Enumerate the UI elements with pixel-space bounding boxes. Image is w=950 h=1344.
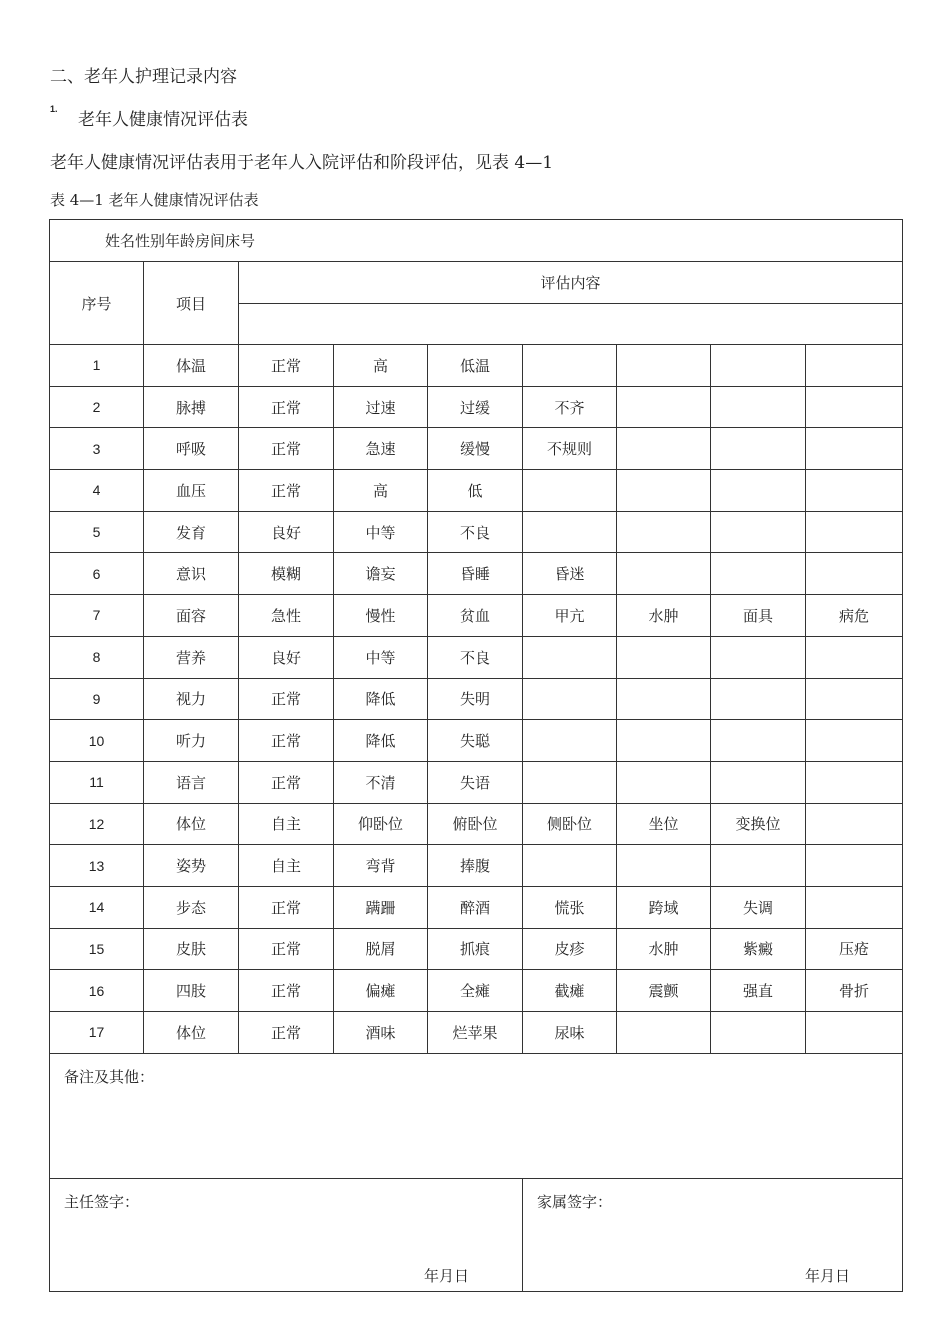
row-number: 10 <box>50 720 144 762</box>
assessment-option[interactable]: 病危 <box>806 595 903 637</box>
family-sign-date: 年月日 <box>805 1266 851 1285</box>
row-number: 6 <box>50 553 144 595</box>
row-item: 步态 <box>144 886 239 928</box>
assessment-option[interactable]: 自主 <box>239 845 334 887</box>
assessment-option[interactable]: 低 <box>428 470 523 512</box>
assessment-option[interactable]: 皮疹 <box>523 928 617 970</box>
assessment-option[interactable]: 过速 <box>334 386 428 428</box>
assessment-option[interactable] <box>711 470 806 512</box>
assessment-option[interactable]: 不良 <box>428 511 523 553</box>
assessment-option[interactable] <box>806 470 903 512</box>
table-row <box>50 428 903 470</box>
row-number: 11 <box>50 761 144 803</box>
row-number: 17 <box>50 1012 144 1054</box>
assessment-option[interactable]: 全瘫 <box>428 970 523 1012</box>
table-row <box>50 636 903 678</box>
director-signature-field[interactable] <box>50 1178 523 1291</box>
assessment-option[interactable]: 中等 <box>334 511 428 553</box>
assessment-option[interactable]: 贫血 <box>428 595 523 637</box>
row-number: 16 <box>50 970 144 1012</box>
assessment-option[interactable] <box>617 845 711 887</box>
assessment-option[interactable] <box>617 678 711 720</box>
row-item: 语言 <box>144 761 239 803</box>
assessment-option[interactable] <box>806 845 903 887</box>
row-item: 营养 <box>144 636 239 678</box>
assessment-option[interactable]: 烂苹果 <box>428 1012 523 1054</box>
assessment-option[interactable] <box>523 345 617 387</box>
row-item: 意识 <box>144 553 239 595</box>
assessment-option[interactable] <box>523 845 617 887</box>
assessment-option[interactable]: 中等 <box>334 636 428 678</box>
assessment-option[interactable]: 跨域 <box>617 886 711 928</box>
director-sign-date: 年月日 <box>424 1266 470 1285</box>
family-sign-label: 家属签字： <box>537 1192 613 1211</box>
assessment-option[interactable]: 正常 <box>239 386 334 428</box>
row-item: 听力 <box>144 720 239 762</box>
row-item: 脉搏 <box>144 386 239 428</box>
assessment-option[interactable]: 不规则 <box>523 428 617 470</box>
assessment-option[interactable]: 降低 <box>334 678 428 720</box>
assessment-option[interactable]: 醉酒 <box>428 886 523 928</box>
assessment-option[interactable]: 高 <box>334 470 428 512</box>
assessment-option[interactable] <box>806 553 903 595</box>
subheading-title: 老年人健康情况评估表 <box>78 110 248 130</box>
assessment-option[interactable]: 紫癜 <box>711 928 806 970</box>
table-row <box>50 720 903 762</box>
row-number: 14 <box>50 886 144 928</box>
header-seq: 序号 <box>50 262 144 345</box>
assessment-option[interactable]: 良好 <box>239 511 334 553</box>
assessment-option[interactable] <box>523 720 617 762</box>
assessment-option[interactable]: 昏迷 <box>523 553 617 595</box>
family-signature-field[interactable] <box>523 1178 903 1291</box>
assessment-option[interactable]: 蹒跚 <box>334 886 428 928</box>
assessment-option[interactable] <box>523 761 617 803</box>
notes-label: 备注及其他： <box>64 1067 155 1086</box>
assessment-option[interactable]: 骨折 <box>806 970 903 1012</box>
assessment-option[interactable]: 捧腹 <box>428 845 523 887</box>
assessment-option[interactable]: 偏瘫 <box>334 970 428 1012</box>
assessment-option[interactable]: 失明 <box>428 678 523 720</box>
row-number: 7 <box>50 595 144 637</box>
assessment-option[interactable]: 慢性 <box>334 595 428 637</box>
row-item: 体温 <box>144 345 239 387</box>
table-row <box>50 1012 903 1054</box>
subheading-number: 1. <box>50 104 58 114</box>
table-row <box>50 595 903 637</box>
table-row <box>50 553 903 595</box>
row-item: 面容 <box>144 595 239 637</box>
assessment-option[interactable]: 正常 <box>239 970 334 1012</box>
assessment-option[interactable] <box>617 636 711 678</box>
table-row <box>50 970 903 1012</box>
assessment-option[interactable] <box>617 428 711 470</box>
assessment-option[interactable] <box>523 470 617 512</box>
assessment-option[interactable] <box>617 720 711 762</box>
assessment-option[interactable] <box>523 511 617 553</box>
assessment-option[interactable] <box>806 761 903 803</box>
assessment-option[interactable]: 模糊 <box>239 553 334 595</box>
assessment-option[interactable]: 高 <box>334 345 428 387</box>
row-item: 发育 <box>144 511 239 553</box>
assessment-option[interactable] <box>806 345 903 387</box>
assessment-option[interactable] <box>806 678 903 720</box>
assessment-option[interactable] <box>711 386 806 428</box>
table-row <box>50 761 903 803</box>
assessment-option[interactable]: 甲亢 <box>523 595 617 637</box>
assessment-option[interactable] <box>617 470 711 512</box>
assessment-option[interactable]: 急性 <box>239 595 334 637</box>
row-number: 1 <box>50 345 144 387</box>
assessment-option[interactable]: 不齐 <box>523 386 617 428</box>
assessment-option[interactable] <box>711 345 806 387</box>
assessment-option[interactable]: 不清 <box>334 761 428 803</box>
assessment-option[interactable]: 水肿 <box>617 928 711 970</box>
assessment-option[interactable]: 不良 <box>428 636 523 678</box>
assessment-option[interactable] <box>806 386 903 428</box>
table-row <box>50 386 903 428</box>
table-caption: 表 4—1 老年人健康情况评估表 <box>50 191 259 209</box>
assessment-option[interactable]: 降低 <box>334 720 428 762</box>
assessment-option[interactable]: 失聪 <box>428 720 523 762</box>
assessment-option[interactable]: 正常 <box>239 678 334 720</box>
assessment-option[interactable]: 仰卧位 <box>334 803 428 845</box>
row-item: 体位 <box>144 1012 239 1054</box>
assessment-option[interactable] <box>711 1012 806 1054</box>
assessment-option[interactable]: 慌张 <box>523 886 617 928</box>
assessment-option[interactable] <box>806 428 903 470</box>
assessment-option[interactable]: 谵妄 <box>334 553 428 595</box>
assessment-option[interactable]: 正常 <box>239 886 334 928</box>
intro-paragraph: 老年人健康情况评估表用于老年人入院评估和阶段评估，见表 4—1 <box>50 153 554 173</box>
assessment-option[interactable] <box>711 428 806 470</box>
table-row <box>50 845 903 887</box>
assessment-option[interactable] <box>711 678 806 720</box>
assessment-option[interactable]: 缓慢 <box>428 428 523 470</box>
table-row <box>50 928 903 970</box>
assessment-option[interactable]: 脱屑 <box>334 928 428 970</box>
row-number: 12 <box>50 803 144 845</box>
assessment-option[interactable]: 水肿 <box>617 595 711 637</box>
table-row <box>50 345 903 387</box>
assessment-option[interactable]: 坐位 <box>617 803 711 845</box>
assessment-option[interactable]: 失调 <box>711 886 806 928</box>
assessment-option[interactable] <box>523 678 617 720</box>
assessment-option[interactable] <box>617 553 711 595</box>
assessment-option[interactable]: 正常 <box>239 345 334 387</box>
assessment-option[interactable]: 弯背 <box>334 845 428 887</box>
assessment-option[interactable] <box>806 1012 903 1054</box>
section-heading: 二、老年人护理记录内容 <box>50 67 237 87</box>
assessment-option[interactable] <box>806 803 903 845</box>
row-number: 3 <box>50 428 144 470</box>
assessment-option[interactable]: 昏睡 <box>428 553 523 595</box>
director-sign-label: 主任签字： <box>64 1192 140 1211</box>
assessment-option[interactable]: 强直 <box>711 970 806 1012</box>
assessment-option[interactable]: 正常 <box>239 1012 334 1054</box>
assessment-option[interactable]: 低温 <box>428 345 523 387</box>
assessment-option[interactable] <box>617 345 711 387</box>
assessment-option[interactable]: 正常 <box>239 470 334 512</box>
assessment-option[interactable]: 正常 <box>239 928 334 970</box>
header-content: 评估内容 <box>239 262 903 304</box>
header-item: 项目 <box>144 262 239 345</box>
assessment-option[interactable] <box>711 720 806 762</box>
assessment-option[interactable]: 正常 <box>239 428 334 470</box>
assessment-option[interactable] <box>806 511 903 553</box>
patient-info-row[interactable]: 姓名性别年龄房间床号 <box>50 220 903 262</box>
assessment-option[interactable] <box>523 636 617 678</box>
assessment-option[interactable]: 正常 <box>239 720 334 762</box>
assessment-option[interactable] <box>711 553 806 595</box>
assessment-option[interactable] <box>617 1012 711 1054</box>
row-number: 4 <box>50 470 144 512</box>
assessment-option[interactable] <box>617 386 711 428</box>
assessment-option[interactable]: 变换位 <box>711 803 806 845</box>
row-item: 呼吸 <box>144 428 239 470</box>
assessment-option[interactable] <box>711 511 806 553</box>
assessment-option[interactable] <box>617 761 711 803</box>
table-row <box>50 470 903 512</box>
assessment-option[interactable] <box>806 636 903 678</box>
assessment-option[interactable]: 正常 <box>239 761 334 803</box>
notes-field[interactable] <box>50 1053 903 1178</box>
assessment-option[interactable]: 急速 <box>334 428 428 470</box>
row-number: 15 <box>50 928 144 970</box>
table-row <box>50 511 903 553</box>
assessment-option[interactable] <box>711 845 806 887</box>
assessment-option[interactable]: 侧卧位 <box>523 803 617 845</box>
assessment-option[interactable] <box>711 636 806 678</box>
assessment-option[interactable]: 自主 <box>239 803 334 845</box>
table-row <box>50 678 903 720</box>
row-number: 8 <box>50 636 144 678</box>
assessment-option[interactable]: 面具 <box>711 595 806 637</box>
assessment-option[interactable]: 压疮 <box>806 928 903 970</box>
assessment-option[interactable] <box>711 761 806 803</box>
row-item: 视力 <box>144 678 239 720</box>
row-item: 姿势 <box>144 845 239 887</box>
assessment-option[interactable]: 尿味 <box>523 1012 617 1054</box>
row-number: 9 <box>50 678 144 720</box>
row-item: 皮肤 <box>144 928 239 970</box>
assessment-option[interactable]: 失语 <box>428 761 523 803</box>
assessment-option[interactable]: 抓痕 <box>428 928 523 970</box>
assessment-option[interactable]: 过缓 <box>428 386 523 428</box>
health-assessment-table <box>49 219 903 1292</box>
assessment-option[interactable]: 酒味 <box>334 1012 428 1054</box>
row-number: 2 <box>50 386 144 428</box>
assessment-option[interactable]: 截瘫 <box>523 970 617 1012</box>
assessment-option[interactable] <box>617 511 711 553</box>
assessment-option[interactable]: 俯卧位 <box>428 803 523 845</box>
assessment-option[interactable]: 震颤 <box>617 970 711 1012</box>
row-item: 血压 <box>144 470 239 512</box>
header-content-blank <box>239 304 903 345</box>
assessment-option[interactable] <box>806 886 903 928</box>
table-row <box>50 803 903 845</box>
assessment-option[interactable]: 良好 <box>239 636 334 678</box>
row-number: 13 <box>50 845 144 887</box>
row-item: 四肢 <box>144 970 239 1012</box>
table-row <box>50 886 903 928</box>
row-number: 5 <box>50 511 144 553</box>
row-item: 体位 <box>144 803 239 845</box>
assessment-option[interactable] <box>806 720 903 762</box>
